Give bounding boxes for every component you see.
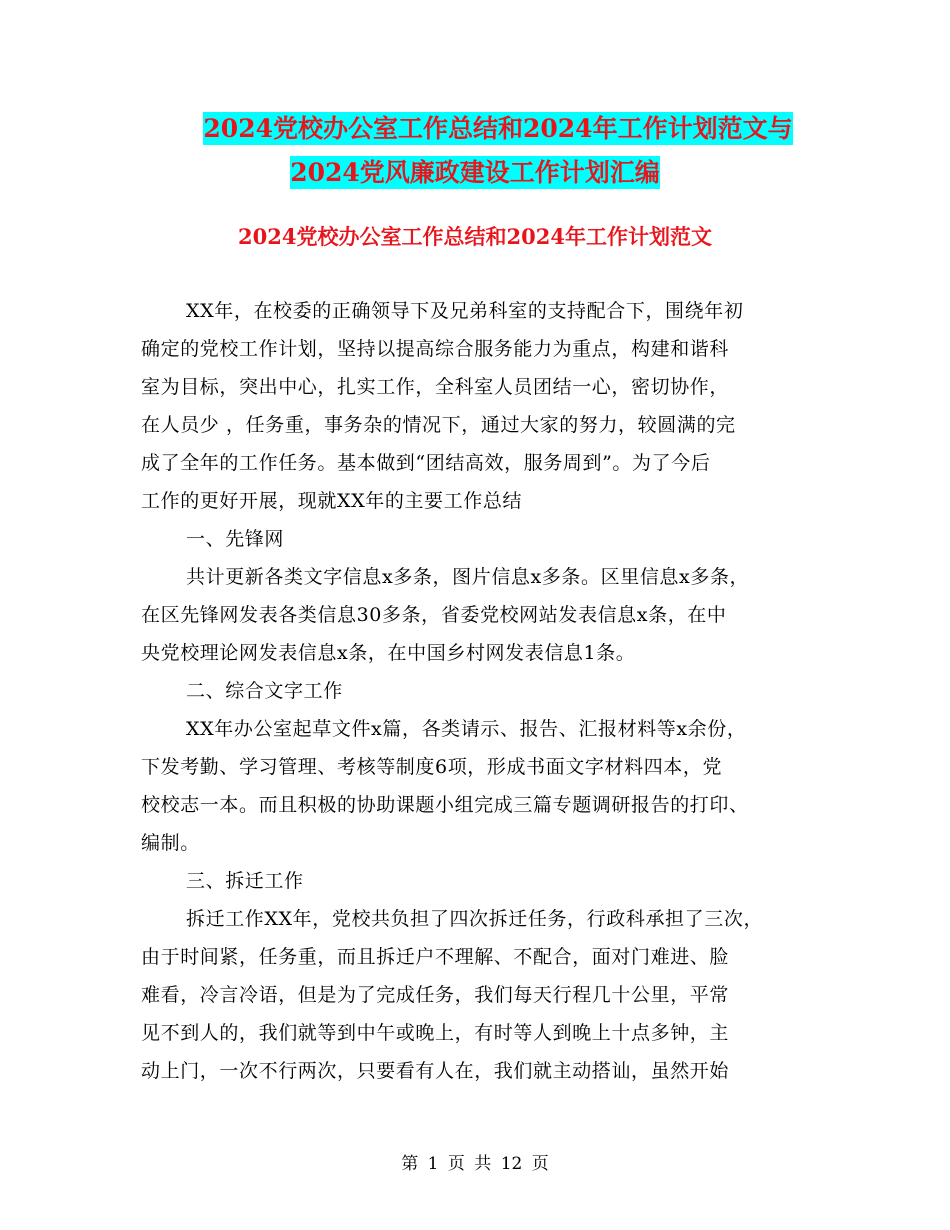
- body-line: 下发考勤、学习管理、考核等制度6项，形成书面文字材料四本，党: [141, 756, 723, 778]
- body-line: 在区先锋网发表各类信息30多条，省委党校网站发表信息x条，在中: [141, 604, 727, 626]
- body-line: 央党校理论网发表信息x条，在中国乡村网发表信息1条。: [141, 642, 636, 664]
- title-highlight-1: 2024党校办公室工作总结和2024年工作计划范文与: [203, 114, 793, 143]
- body-line: 三、拆迁工作: [186, 870, 304, 892]
- body-line: 在人员少 ，任务重，事务杂的情况下，通过大家的努力，较圆满的完: [141, 414, 736, 436]
- body-line: 工作的更好开展，现就XX年的主要工作总结: [141, 490, 523, 512]
- body-line: 校校志一本。而且积极的协助课题小组完成三篇专题调研报告的打印、: [141, 794, 749, 816]
- body-line: 由于时间紧，任务重，而且拆迁户不理解、不配合，面对门难进、脸: [141, 946, 730, 968]
- body-line: 共计更新各类文字信息x多条，图片信息x多条。区里信息x多条，: [186, 566, 750, 588]
- body-line: XX年，在校委的正确领导下及兄弟科室的支持配合下，围绕年初: [186, 300, 744, 322]
- body-line: 见不到人的，我们就等到中午或晚上，有时等人到晚上十点多钟，主: [141, 1022, 730, 1044]
- body-line: XX年办公室起草文件x篇，各类请示、报告、汇报材料等x余份，: [186, 718, 747, 740]
- body-line: 确定的党校工作计划，坚持以提高综合服务能力为重点，构建和谐科: [141, 338, 730, 360]
- body-line: 拆迁工作XX年，党校共负担了四次拆迁任务，行政科承担了三次，: [186, 908, 764, 930]
- body-line: 编制。: [141, 832, 200, 854]
- body-line: 室为目标，突出中心，扎实工作，全科室人员团结一心，密切协作，: [141, 376, 730, 398]
- body-line: 一、先锋网: [186, 528, 285, 550]
- section-title: 2024党校办公室工作总结和2024年工作计划范文: [238, 224, 712, 249]
- body-line: 成了全年的工作任务。基本做到“团结高效，服务周到”。为了今后: [141, 452, 711, 474]
- body-line: 二、综合文字工作: [186, 680, 343, 702]
- body-text: [141, 292, 841, 1090]
- title-highlight-2: 2024党风廉政建设工作计划汇编: [290, 158, 660, 187]
- document-title-line-2: [0, 156, 950, 190]
- body-line: 动上门，一次不行两次，只要看有人在，我们就主动搭讪，虽然开始: [141, 1060, 730, 1082]
- body-line: 难看，冷言冷语，但是为了完成任务，我们每天行程几十公里，平常: [141, 984, 730, 1006]
- document-title-line-1: [0, 112, 950, 146]
- page-footer: 第 1 页 共 12 页: [401, 1154, 549, 1174]
